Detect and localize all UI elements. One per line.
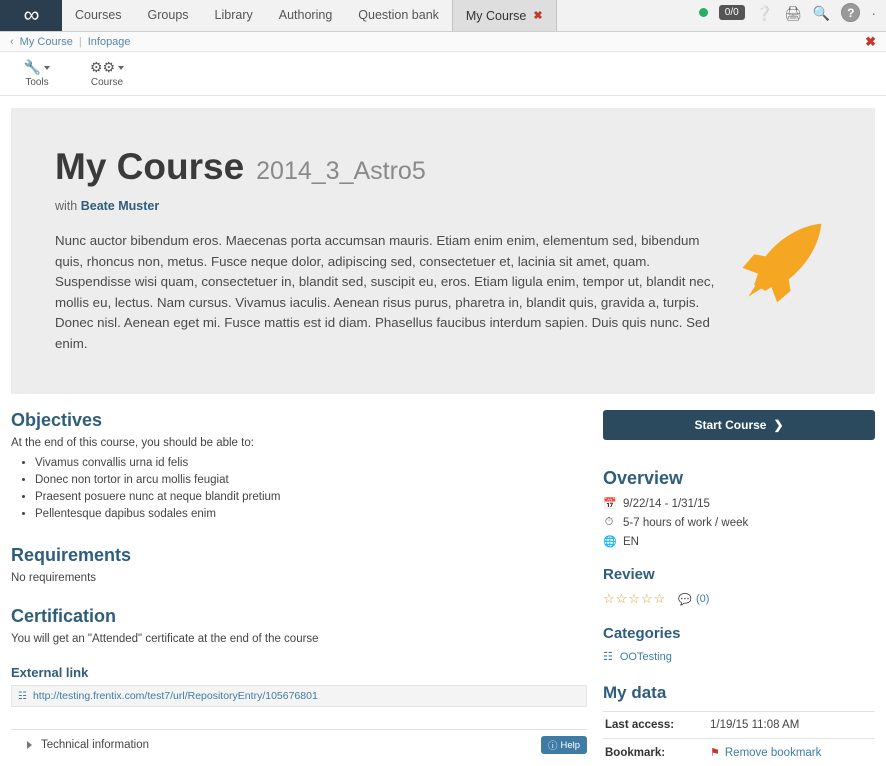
overview-dates [603,497,875,510]
comment-icon: 💬 [678,593,692,606]
print-icon[interactable]: 🖨 [784,6,802,20]
list-item: • Vivamus convallis urna id felis [35,455,587,472]
gears-icon: ⚙⚙ [90,59,124,75]
toolbar-course-button[interactable] [84,59,130,88]
objectives-heading: Objectives [11,410,587,431]
last-access-value: 1/19/15 11:08 AM [708,712,875,739]
objectives-list [11,455,587,523]
my-data-section [603,683,875,766]
left-column [11,410,587,766]
user-help-icon[interactable]: ? [841,3,860,22]
external-link[interactable]: http://testing.frentix.com/test7/url/RepositoryEntry/105676801 [33,690,318,702]
category-icon: ☷ [603,650,613,663]
rocket-icon [733,216,829,312]
overview-language [603,535,875,548]
toolbar-tools-button[interactable] [14,59,60,88]
top-navigation-bar [0,0,886,32]
course-title: My Course [55,146,244,188]
remove-bookmark-link[interactable] [710,746,873,759]
nav-tab-authoring[interactable] [266,0,346,31]
page-title [55,146,831,188]
top-bar-actions [699,0,886,31]
nav-tab-label: Groups [148,8,189,22]
breadcrumb-item-infopage[interactable]: Infopage [88,36,131,48]
course-author-line [55,199,831,213]
help-button[interactable] [541,736,587,754]
right-column [603,410,875,766]
review-heading: Review [603,566,875,583]
last-access-label: Last access: [603,712,708,739]
nav-tab-label: Question bank [358,8,439,22]
overview-workload-value: 5-7 hours of work / week [623,517,748,529]
review-count[interactable] [678,593,709,606]
course-toolbar [0,52,886,96]
certification-heading: Certification [11,606,587,627]
breadcrumb-item-my-course[interactable]: My Course [20,36,73,48]
requirements-heading: Requirements [11,545,587,566]
bookmark-cell [708,739,875,766]
course-hero [11,108,875,394]
close-course-icon[interactable]: ✖ [865,34,876,50]
nav-tab-label: Library [215,8,253,22]
help-button-label: Help [560,740,580,751]
table-row [603,712,875,739]
start-course-label: Start Course [694,418,766,432]
nav-tab-label: Courses [75,8,122,22]
nav-tab-groups[interactable] [135,0,202,31]
help-circle-icon: ⓘ [548,738,558,752]
with-label: with [55,199,77,213]
overview-language-value: EN [623,536,639,548]
nav-tab-label: My Course [466,0,526,32]
my-data-table [603,711,875,766]
technical-information-label: Technical information [41,739,149,751]
external-link-heading: External link [11,665,587,680]
link-icon: ☷ [18,691,27,702]
technical-information-section[interactable] [11,729,587,751]
close-icon[interactable]: ✖ [533,0,542,32]
review-row [603,591,875,607]
list-item: • Praesent posuere nunc at neque blandit pretium [35,489,587,506]
certification-text: You will get an "Attended" certificate at the end of the course [11,633,587,645]
list-item: • Pellentesque dapibus sodales enim [35,506,587,523]
main-nav-tabs [62,0,557,31]
category-item[interactable] [603,650,875,663]
overview-heading: Overview [603,468,875,489]
search-icon[interactable]: 🔍 [813,6,830,20]
categories-heading: Categories [603,625,875,642]
brand-logo[interactable] [0,0,62,31]
chevron-right-icon: ❯ [773,418,783,432]
review-count-value: (0) [696,593,709,605]
breadcrumb-separator: | [79,36,82,48]
online-status-icon [699,8,708,17]
bookmark-label: Bookmark: [603,739,708,766]
globe-icon: 🌐 [603,535,615,548]
requirements-text: No requirements [11,572,587,584]
nav-tab-library[interactable] [202,0,266,31]
start-course-button[interactable] [603,410,875,440]
my-data-heading: My data [603,683,875,703]
toolbar-item-label: Tools [25,77,48,88]
main-content [0,394,886,766]
chat-badge[interactable]: 0/0 [719,5,745,20]
overview-workload [603,516,875,529]
nav-tab-label: Authoring [279,8,333,22]
nav-tab-courses[interactable] [62,0,135,31]
breadcrumb [0,32,886,52]
objectives-intro: At the end of this course, you should be able to: [11,437,587,449]
infinity-logo-icon: ∞ [24,4,39,26]
course-subtitle: 2014_3_Astro5 [256,157,426,186]
list-item: • Donec non tortor in arcu mollis feugiat [35,472,587,489]
nav-tab-question-bank[interactable] [345,0,452,31]
back-icon[interactable]: ‹ [10,36,14,48]
toolbar-item-label: Course [91,77,123,88]
category-label: OOTesting [620,651,672,663]
overview-dates-value: 9/22/14 - 1/31/15 [623,498,710,510]
star-rating[interactable]: ☆☆☆☆☆ [603,591,666,607]
clock-icon: ⏱ [603,516,615,529]
calendar-icon: 📅 [603,497,615,510]
nav-tab-my-course[interactable] [452,0,557,31]
remove-bookmark-label: Remove bookmark [725,747,822,759]
flag-icon: ⚑ [710,746,720,759]
wrench-icon: 🔧 [24,59,50,75]
course-description: Nunc auctor bibendum eros. Maecenas porta accumsan mauris. Etiam enim enim, elementum sed, bibendum quis, rhoncus non, metus. Fusce neque dolor, adipiscing sed, consectetuer et, lacinia sit amet, quam. Suspendisse wisi quam, consectetuer in, blandit sed, suscipit eu, eros. Etiam ligula enim, tempor ut, blandit nec, mollis eu, lectus. Nam cursus. Vivamus iaculis. Aenean risus purus, pharetra in, blandit quis, gravida a, turpis. Donec nisl. Aenean eget mi. Fusce mattis est id diam. Phasellus faucibus interdum sapien. Duis quis nunc. Sed enim. [55,231,715,354]
table-row [603,739,875,766]
external-link-box[interactable] [11,685,587,707]
chevron-down-icon[interactable]: · [871,6,876,20]
course-author[interactable]: Beate Muster [81,199,160,213]
chevron-right-icon[interactable] [27,741,32,749]
help-icon[interactable]: ❔ [756,6,773,20]
